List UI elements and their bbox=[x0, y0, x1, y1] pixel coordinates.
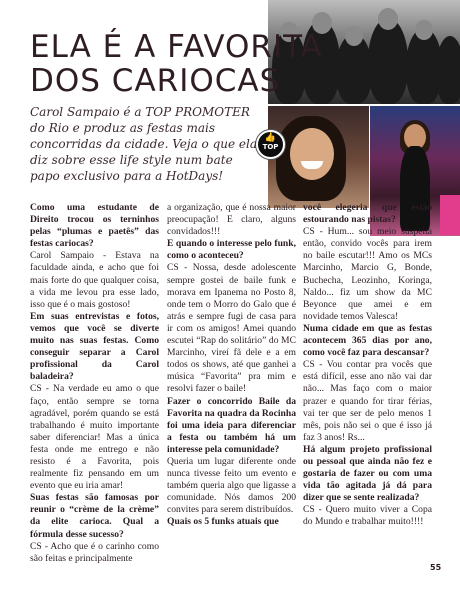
answer-paragraph: a organização, que é nossa maior preocupação! E claro, alguns convidados!!! bbox=[167, 202, 296, 238]
top-badge-label: TOP bbox=[262, 143, 279, 151]
answer-paragraph: Queria um lugar diferente onde nunca tivesse feito um evento e também queria algo que ligasse a comunidade. Nós damos 200 convites para serem distribuídos. bbox=[167, 455, 296, 516]
title-line-2: DOS CARIOCAS bbox=[30, 63, 281, 99]
answer-paragraph: CS - Na verdade eu amo o que faço, então sempre se torna agradável, porém quando se está trabalhando é muito importante saber diferenciar! Mas a única festa onde me entrego e não resisto é a Favorita, pois realmente fiz pensando em um evento que eu iria amar! bbox=[30, 383, 159, 492]
text-column-3 bbox=[303, 202, 432, 529]
question-paragraph: Fazer o concorrido Baile da Favorita na quadra da Rocinha foi uma ideia para diferenciar a festa ou também há um interesse pela comunidade? bbox=[167, 395, 297, 455]
article-lead: Carol Sampaio é a TOP PROMOTER do Rio e produz as festas mais concorridas da cidade. Veja o que ela diz sobre esse life style num bate papo exclusivo para a HotDays! bbox=[30, 105, 258, 183]
question-paragraph: Em suas entrevistas e fotos, vemos que você se diverte muito nas suas festas. Como conseguir separar a Carol profissional da Carol baladeira? bbox=[30, 310, 159, 383]
question-paragraph: Como uma estudante de Direito trocou os terninhos pelas “plumas e paetês” das festas cariocas? bbox=[30, 202, 159, 250]
title-line-1: ELA É A FAVORITA bbox=[30, 29, 323, 65]
question-paragraph: Há algum projeto profissional ou pessoal que ainda não fez e gostaria de fazer ou com uma vida tão agitada já dá para dizer que se sente realizada? bbox=[303, 443, 432, 504]
question-paragraph: Numa cidade em que as festas acontecem 365 dias por ano, como você faz para descansar? bbox=[303, 322, 432, 359]
portrait-photo bbox=[268, 106, 369, 208]
text-column-1 bbox=[30, 202, 159, 565]
answer-paragraph: CS - Hum... sou meio suspeita então, convido vocês para irem no baile escutar!!! Amo os MCs Marcinho, Marcio G, Bonde, Buchecha, Leozinho, Koringa, Naldo... fiz um show da MC Beyonce que amei e em novidade temos Valesca! bbox=[303, 226, 432, 322]
page-number: 55 bbox=[430, 563, 442, 572]
question-paragraph: Quais os 5 funks atuais que bbox=[167, 516, 279, 528]
top-badge bbox=[256, 130, 285, 159]
question-paragraph: você elegeria que estão estourando nas pistas? bbox=[303, 202, 432, 226]
answer-paragraph: Carol Sampaio - Estava na faculdade ainda, e acho que foi mais forte do que qualquer coisa, a vida me levou pra esse lado, isso que é o mais gostoso! bbox=[30, 250, 159, 310]
question-paragraph: E quando o interesse pelo funk, como o aconteceu? bbox=[167, 238, 296, 262]
question-paragraph: Suas festas são famosas por reunir o “crème de la crème” da elite carioca. Qual a fórmula desse sucesso? bbox=[30, 492, 159, 540]
answer-paragraph: CS - Nossa, desde adolescente sempre gostei de baile funk e morava em Ipanema no Posto 8, onde tem o Morro do Galo que é atrás e sempre fugi de casa para ir com os amigos! Amei quando escutei “Rap do solitário” do MC Marcinho, vireí fã dele e a em todos os shows, até que ganhei a música “Favorita” pra mim e resolvi fazer o baile! bbox=[167, 262, 296, 395]
thumbs-up-icon: 👍 bbox=[264, 133, 277, 143]
text-column-2 bbox=[167, 202, 296, 529]
answer-paragraph: CS - Acho que é o carinho como são feitas e principalmente bbox=[30, 540, 159, 564]
answer-paragraph: CS - Vou contar pra vocês que está difícil, esse ano não vai dar não... Mas faço com o maior prazer e quando for tirar férias, vai ter que ser de pelo menos 1 mês, pois não sei o que é isso já faz 3 anos! Rs... bbox=[303, 359, 432, 443]
answer-paragraph: CS - Quero muito viver a Copa do Mundo e trabalhar muito!!!! bbox=[303, 504, 432, 528]
article-title bbox=[30, 30, 323, 98]
pink-accent-bar bbox=[440, 195, 460, 235]
